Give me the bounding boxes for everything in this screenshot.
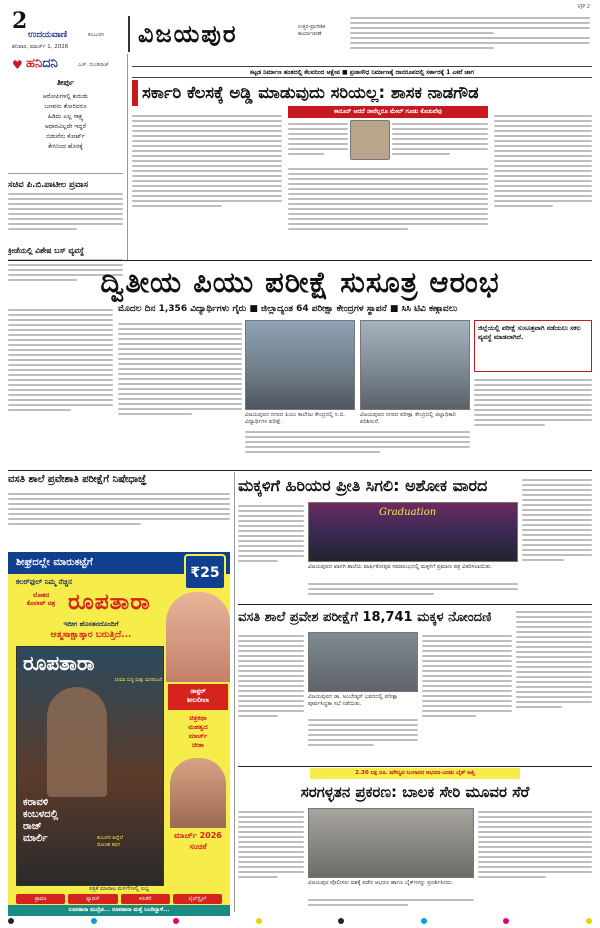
section-rule-2 — [8, 470, 592, 471]
ad-footer-line1: ಪತ್ರಿಕೆ ಮಾರಾಟ ಮಳಿಗೆಗಳಲ್ಲಿ ಲಭ್ಯ — [89, 886, 149, 892]
exam-body-mid — [308, 716, 418, 766]
lead-quote-box — [288, 106, 488, 118]
ad-chips — [16, 894, 222, 904]
puc-pull-quote: ಜಿಲ್ಲೆಯಲ್ಲಿ ಪರೀಕ್ಷೆ ಸುಸೂತ್ರವಾಗಿ ನಡೆಯಲು ಸಕಲ ವ್ಯವಸ್ಥೆ ಮಾಡಲಾಗಿದೆ. — [478, 324, 581, 341]
puc-left-body — [8, 306, 113, 456]
puc-pull-quote-box — [474, 320, 592, 372]
section-title: ವಿಜಯಪುರ — [128, 16, 293, 52]
children-body-mid — [308, 580, 518, 602]
issue-tag: ಮಾರ್ಚ್ 2026 ಸಂಚಿಕೆ — [174, 831, 222, 851]
exam-headline: ವಸತಿ ಶಾಲೆ ಪ್ರವೇಶ ಪರೀಕ್ಷೆಗೆ 18,741 ಮಕ್ಕಳ ನೋಂದಣಿ — [238, 610, 492, 625]
column-rule-2 — [234, 472, 235, 912]
lead-headline: ಸರ್ಕಾರಿ ಕೆಲಸಕ್ಕೆ ಅಡ್ಡಿ ಮಾಡುವುದು ಸರಿಯಲ್ಲ: ಶಾಸಕ ನಾಡಗೌಡ — [142, 83, 479, 102]
lead-body-right — [494, 112, 592, 260]
page-number: 2 — [12, 8, 28, 34]
magazine-cover — [16, 646, 164, 886]
doctor-label: ಡಾಕ್ಟರ್ ಶೀಲಲೀಲಾ — [186, 687, 210, 704]
rupatara-ad — [8, 552, 230, 916]
children-caption: ವಿಜಯಪುರದ ಖಾಸಗಿ ಶಾಲೆಯ ವಾರ್ಷಿಕೋತ್ಸವ ಸಮಾರಂಭದಲ್ಲಿ ಮಕ್ಕಳಿಗೆ ಪ್ರಮಾಣ ಪತ್ರ ವಿತರಿಸಲಾಯಿತು. — [308, 564, 493, 570]
edition-tag: ಉತ್ತರ-ಪ್ರಾದೇಶಿಕ ಕಾರ್ಯಾಚರಣೆ — [298, 24, 326, 37]
puc-body — [118, 320, 242, 460]
lead-body-middle — [288, 120, 348, 160]
paper-sub: ಕಲಬುರಗಿ — [88, 32, 104, 38]
children-headline: ಮಕ್ಕಳಿಗೆ ಹಿರಿಯರ ಪ್ರೀತಿ ಸಿಗಲಿ: ಅಶೋಕ ವಾರದ — [238, 476, 488, 495]
theft-body-left — [238, 808, 304, 912]
march-tag: ಚಿತ್ರಕಥಾ ಮಹತ್ವದ ಮಾರ್ಚ್ ಚೀತಾ — [188, 714, 208, 749]
cover-figure — [47, 687, 107, 797]
left-story-2-headline: ಕ್ರೀಡೆಯಲ್ಲಿ ವಿಶೇಷ ಬಸ್ ವ್ಯವಸ್ಥೆ — [8, 246, 85, 255]
puc-right-body — [474, 376, 592, 456]
lead-quote-text: ಕಾನೂನ್ ಆದರೆ ನಾವೆಲ್ಲರೂ ಮೇಲ್ ಗೂಡು ಕೊಡುವೆವು — [334, 108, 442, 115]
doctor-label-box — [168, 684, 228, 710]
column-rule — [127, 54, 128, 260]
section-rule-3 — [238, 604, 592, 605]
puc-headline: ದ್ವಿತೀಯ ಪಿಯು ಪರೀಕ್ಷೆ ಸುಸೂತ್ರ ಆರಂಭ — [100, 265, 500, 299]
cover-sub: ಸಿನಿಮಾ ಸುದ್ದಿ ಮತ್ತು ಮನರಂಜನೆ — [114, 678, 162, 683]
puc-caption-2: ವಿಜಯಪುರದ ನಗರದ ಪರೀಕ್ಷಾ ಕೇಂದ್ರದಲ್ಲಿ ಜಿಲ್ಲಾಧಿಕಾರಿ ಪರಿಶೀಲನೆ. — [360, 412, 456, 425]
actress-portrait — [166, 592, 230, 682]
cover-story-title: ಕರಾವಳಿ ಕಂಬಳದಲ್ಲಿ ರಾಜ್ ಮಾರ್ಲಿ — [23, 797, 59, 844]
exam-body-right — [422, 632, 512, 762]
puc-lower-body — [245, 428, 470, 468]
ad-chip: ಫ್ಯಾಷನ್ — [68, 894, 117, 904]
ad-tag1: ಇದೀಗ ಹೊಸತನದೊಂದಿಗೆ — [63, 620, 119, 628]
ad-line2: ಲೋಕದ ಕೊಲಾಜ್ ಚಿತ್ರ — [26, 592, 56, 607]
poem-text: ಆರೋಪಿಗಳಲ್ಲಿ ಕುರುಡು ಬಣವನು ತೋರಿದರೂ ಹಿಡಿದು ಎಲ್ಲ ಸಾಕ್ಷ್ಯ ಆಧಾರವಿಲ್ಲದೇ ಇದ್ದರೆ ಬಿಡುವೆನು ಕೋರ್ಟ್ ಕೇಸಿನಿಂದ ಹೊರಕ್ಕೆ — [42, 93, 89, 150]
honey-byline: ಎಚ್. ದುಂಡಿರಾಜ್ — [78, 62, 109, 68]
puc-subhead: ಮೊದಲ ದಿನ 1,356 ವಿದ್ಯಾರ್ಥಿಗಳು ಗೈರು ■ ಜಿಲ್ಲಾದ್ಯಂತ 64 ಪರೀಕ್ಷಾ ಕೇಂದ್ರಗಳ ಸ್ಥಾಪನೆ ■ ಸಿಸಿ ಟಿವಿ ಕಣ್ಗಾವಲು — [118, 304, 458, 314]
print-registration-marks — [8, 917, 592, 925]
second-portrait — [170, 758, 226, 828]
honey-dani-box — [8, 54, 123, 174]
paper-name: ಉದಯವಾಣಿ — [28, 30, 68, 40]
poem-title: ತೀರ್ಪು — [56, 78, 75, 87]
ad-price: ₹25 — [190, 565, 220, 581]
graduation-photo — [308, 502, 518, 562]
theft-headline: ಸರಗಳ್ಳತನ ಪ್ರಕರಣ: ಬಾಲಕ ಸೇರಿ ಮೂವರ ಸೆರೆ — [300, 783, 530, 801]
mla-portrait — [350, 120, 390, 160]
theft-kicker-bar — [310, 768, 520, 779]
children-body-right — [522, 476, 592, 604]
section-rule-4 — [238, 766, 592, 767]
ad-chip: ಲೈಫ್‌ಸ್ಟೈಲ್ — [173, 894, 222, 904]
honey-title-a: ಹನಿ — [26, 56, 43, 71]
hostel-body — [8, 490, 230, 542]
cover-brand: ರೂಪತಾರಾ — [23, 651, 95, 675]
puc-photo-2 — [360, 320, 470, 410]
exam-body-left — [238, 632, 304, 762]
ad-line1: ಕಲರ್‌ಫುಲ್ ನಿಮ್ಮ ನೆಚ್ಚಿನ — [16, 578, 72, 586]
exam-caption: ವಿಜಯಪುರದ ಡಾ. ಅಂಬೇಡ್ಕರ್ ಭವನದಲ್ಲಿ ಪರೀಕ್ಷಾ ಪೂರ್ವಸಿದ್ಧತಾ ಸಭೆ ನಡೆಯಿತು. — [308, 694, 398, 707]
ad-tag2: ಆತ್ಮಸಾಕ್ಷಾತ್ಕಾರ ಬರುತ್ತಿದೆ... — [50, 630, 132, 640]
ad-chip: ಕಿರುತೆರೆ — [121, 894, 170, 904]
exam-photo — [308, 632, 418, 692]
ad-price-badge — [184, 554, 226, 590]
theft-photo — [308, 808, 474, 878]
ad-brand: ರೂಪತಾರಾ — [68, 590, 151, 615]
puc-caption-1: ವಿಜಯಪುರದ ನಗರದ ಪಿಯು ಕಾಲೇಜು ಕೇಂದ್ರದಲ್ಲಿ ಸಿ.ಬಿ. ವಿದ್ಯಾರ್ಥಿಗಳ ಪರೀಕ್ಷೆ. — [245, 412, 346, 425]
lead-body-left — [132, 112, 282, 257]
theft-body-right — [478, 808, 592, 912]
left-story-1 — [8, 180, 123, 255]
ad-strip-text: ಶೀಘ್ರದಲ್ಲೇ ಮಾರುಕಟ್ಟೆಗೆ — [16, 557, 93, 568]
masthead-photos — [350, 14, 590, 52]
ad-chip: ಡ್ರಾಮಾ — [16, 894, 65, 904]
section-rule-1 — [8, 260, 592, 261]
children-body-left — [238, 502, 304, 592]
hostel-headline: ವಸತಿ ಶಾಲೆ ಪ್ರವೇಶಾತಿ ಪರೀಕ್ಷೆಗೆ ನಿಷೇಧಾಜ್ಞೆ — [8, 474, 147, 485]
graduation-banner: Graduation — [379, 507, 437, 518]
lead-body-lower — [288, 165, 488, 257]
top-strip: ಕಟ್ಟಡ ನಿರ್ಮಾಣ ಹಂತದಲ್ಲಿ ಕೆಲವರಿಂದ ಆಕ್ಷೇಪ ■ ಪ್ರಜಾಸೌಧ ನಿರ್ಮಾಣಕ್ಕೆ ದಾನರೂಪದಲ್ಲಿ ಸರ್ಕಾರಕ್ಕೆ 1 ಎಕರೆ ಜಾಗ — [132, 66, 592, 78]
theft-kicker: 2.30 ಲಕ್ಷ ರೂ. ಮೌಲ್ಯದ ಬಂಗಾರದ ಆಭರಣ-ಎರಡು ಬೈಕ್ ಜಪ್ತಿ — [355, 770, 475, 776]
honey-title-b: ದನಿ — [42, 56, 58, 71]
date-line: ಶನಿವಾರ, ಮಾರ್ಚ್ 1, 2026 — [12, 44, 69, 50]
theft-body-mid — [308, 896, 474, 912]
cover-story-sub: ಕಂಬಳದ ಹಿನ್ನೆಲೆ ರೋಚಕ ಕಥನ — [97, 835, 123, 848]
puc-photo-1 — [245, 320, 355, 410]
heart-icon: ♥ — [12, 58, 23, 72]
theft-caption: ವಿಜಯಪುರ ಪೊಲೀಸರು ವಶಕ್ಕೆ ಪಡೆದ ಆಭರಣ ಹಾಗೂ ಬೈಕ್‌ಗಳನ್ನು ಪ್ರದರ್ಶಿಸಿದರು. — [308, 880, 454, 886]
exam-body-far-right — [516, 608, 592, 762]
lead-headline-bar — [132, 80, 138, 106]
left-story-1-headline: ಸಚಿವ ಪಿ.ಬಿ.ಪಾಟೀಲ ಪ್ರವಾಸ — [8, 180, 88, 190]
lead-body-middle-2 — [392, 120, 488, 160]
ad-footer-line2: ರೂಪತಾರಾ ಮುದ್ರಿತ... ರೂಪತಾರಾ ಮತ್ತೆ ಬಂದಿದ್ದಾಳೆ... — [8, 905, 230, 916]
page-code: VJP 2 — [577, 4, 590, 10]
